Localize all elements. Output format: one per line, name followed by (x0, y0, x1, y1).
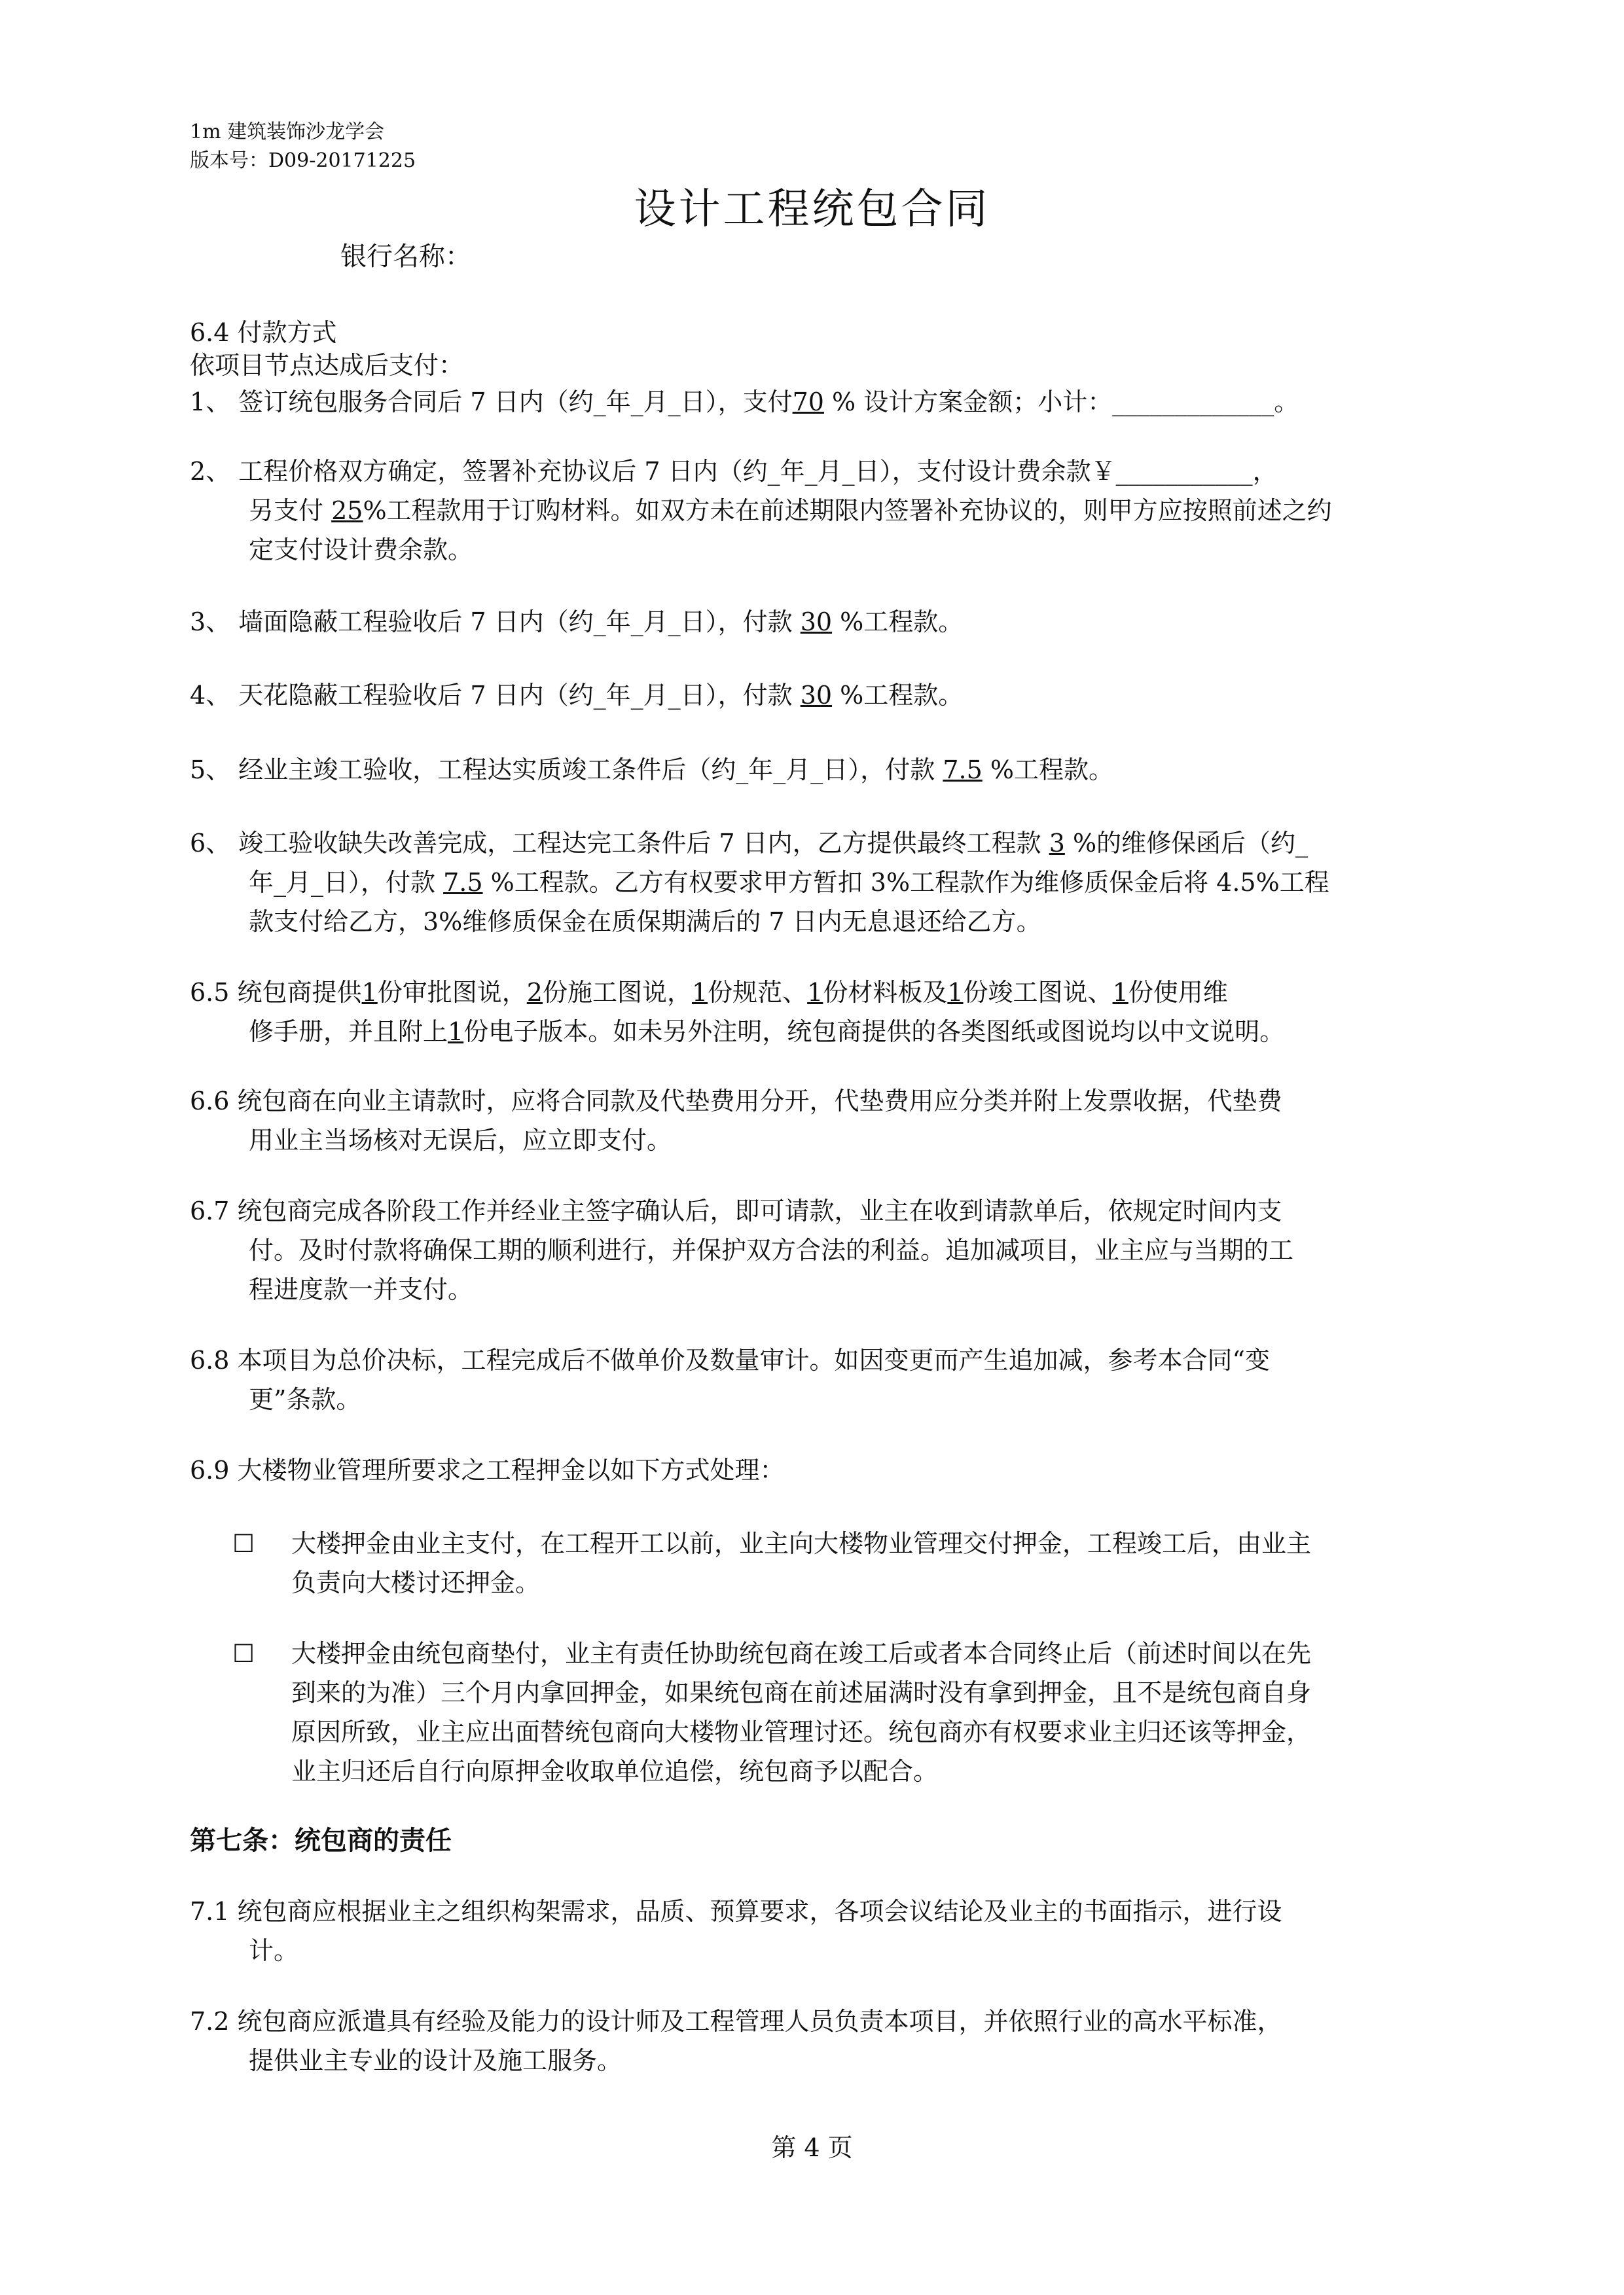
page-number: 第 4 页 (771, 2133, 853, 2162)
document-title: 设计工程统包合同 (634, 185, 990, 234)
option-1-text: 大楼押金由业主支付，在工程开工以前，业主向大楼物业管理交付押金，工程竣工后，由业主 负责向大楼讨还押金。 (291, 1529, 1312, 1597)
section-7-1: 7.1 统包商应根据业主之组织构架需求，品质、预算要求，各项会议结论及业主的书面指示，进行设 计。 (190, 1897, 1282, 1965)
section-6-6: 6.6 统包商在向业主请款时，应将合同款及代垫费用分开，代垫费用应分类并附上发票收据，代垫费 用业主当场核对无误后，应立即支付。 (190, 1087, 1282, 1155)
payment-item-1: 1、 签订统包服务合同后 7 日内（约_年_月_日），支付70 % 设计方案金额；小计：_____________。 (190, 388, 1299, 416)
payment-item-3: 3、 墙面隐蔽工程验收后 7 日内（约_年_月_日），付款 30 %工程款。 (190, 607, 964, 636)
design-percent: 70 (792, 388, 824, 416)
article-7-heading: 第七条：统包商的责任 (190, 1826, 452, 1856)
section-7-2: 7.2 统包商应派遣具有经验及能力的设计师及工程管理人员负责本项目，并依照行业的高水平标准， 提供业主专业的设计及施工服务。 (190, 2007, 1282, 2075)
section-6-7: 6.7 统包商完成各阶段工作并经业主签字确认后，即可请款，业主在收到请款单后，依规定时间内支 付。及时付款将确保工期的顺利进行，并保护双方合法的利益。追加减项目，业主应与当期的工 程进度款一并支付。 (190, 1197, 1294, 1304)
option-2-text: 大楼押金由统包商垫付，业主有责任协助统包商在竣工后或者本合同终止后（前述时间以在先 到来的为准）三个月内拿回押金，如果统包商在前述届满时没有拿到押金，且不是统包商自身 原因所致，业主应出面替统包商向大楼物业管理讨还。统包商亦有权要求业主归还该等押金， 业主归还后自行向原押金收取单位追偿，统包商予以配合。 (291, 1639, 1312, 1786)
section-6-8: 6.8 本项目为总价决标，工程完成后不做单价及数量审计。如因变更而产生追加减，参考本合同“变 更”条款。 (190, 1346, 1270, 1414)
payment-item-6: 6、 竣工验收缺失改善完成，工程达完工条件后 7 日内，乙方提供最终工程款 3 %的维修保函后（约_ 年_月_日），付款 7.5 %工程款。乙方有权要求甲方暂扣 3%工程款作为维修质保金后将 4.5%工程 款支付给乙方，3%维修质保金在质保期满后的 7 日内无息退还给乙方。 (190, 829, 1329, 936)
material-percent: 25 (331, 496, 363, 525)
header-org: 1m 建筑装饰沙龙学会 (190, 120, 385, 143)
checkbox-option-2[interactable]: ☐ (232, 1639, 255, 1668)
payment-item-5: 5、 经业主竣工验收，工程达实质竣工条件后（约_年_月_日），付款 7.5 %工程款。 (190, 755, 1113, 784)
section-6-4-heading: 6.4 付款方式 (190, 318, 337, 347)
header-version: 版本号：D09-20171225 (190, 149, 416, 172)
section-6-9-heading: 6.9 大楼物业管理所要求之工程押金以如下方式处理： (190, 1456, 785, 1485)
payment-item-4: 4、 天花隐蔽工程验收后 7 日内（约_年_月_日），付款 30 %工程款。 (190, 681, 964, 710)
payment-item-2: 2、 工程价格双方确定，签署补充协议后 7 日内（约_年_月_日），支付设计费余款￥___________， 另支付 25%工程款用于订购材料。如双方未在前述期限内签署补充协议的，则甲方应按照前述之约 定支付设计费余款。 (190, 457, 1332, 564)
bank-name-label: 银行名称： (340, 242, 471, 272)
section-6-4-intro: 依项目节点达成后支付： (190, 351, 464, 380)
checkbox-option-1[interactable]: ☐ (232, 1529, 255, 1558)
section-6-5: 6.5 统包商提供1份审批图说，2份施工图说，1份规范、1份材料板及1份竣工图说、1份使用维 修手册，并且附上1份电子版本。如未另外注明，统包商提供的各类图纸或图说均以中文说明。 (190, 978, 1285, 1046)
